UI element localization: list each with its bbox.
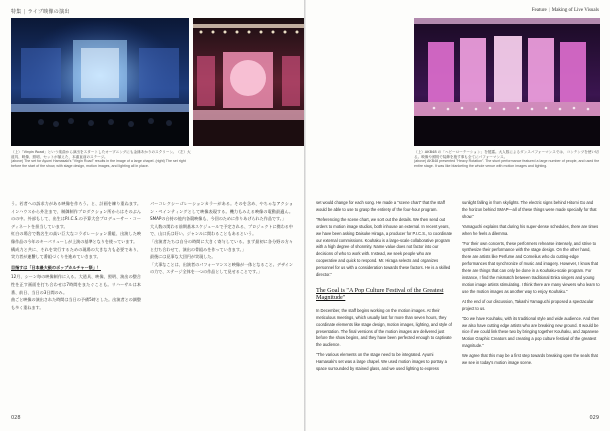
photo-pink-stage <box>193 18 304 146</box>
left-photo-caption <box>11 150 191 168</box>
left-running-header <box>11 8 70 15</box>
header-title: ライブ映像の演出 <box>27 9 70 15</box>
body-paragraph: At the end of our discussion, Takashi Yamaguchi proposed a spectacular project to us. <box>462 298 594 311</box>
body-paragraph: 構成力と共に、それを実行するための現場の大きな力も必要であり、実力者が連繋して番組づくりを進めていきます。 <box>11 246 141 260</box>
body-paragraph: 曲ごと映像の演出された時間は当日の予備5時とした。出演者との調整も多く重ねます。 <box>11 297 141 310</box>
header-separator: | <box>23 9 26 15</box>
section-heading: The Goal is "A Pop Culture Festival of the Greatest Magnitude" <box>316 286 444 302</box>
photo-virgin-road-stage <box>11 18 189 146</box>
caption-english: (above) The set for Ayumi Hamasaki's "Virgin Road" results in the image of a large chapel. (right) The set right before the start of the show, with stage design, motion images, and lighting all in place. <box>11 159 186 168</box>
caption-japanese: （上）AKB48 の「ヘビーローテーション」を披露。大人数によるダンスパフォーマンスでは、コンテンツを使い切る。映像や照明で装飾を施す事も全てにパフォーマンス。 <box>414 150 599 159</box>
section-heading: 目指すは「日本最大級のポップカルチャー祭」！ <box>11 264 101 270</box>
body-paragraph: set would change for each song. He made a "scene chart" that the staff would be able to use to grasp the entirety of the four-hour program. <box>316 200 445 212</box>
body-paragraph: We agree that this may be a first step towards breaking open the seals that we see in today's motion image scene. <box>462 353 598 366</box>
body-paragraph: 「出演者たちは自分の時間に大きく寄与している。まず最初に各分野の方々と打ち合わせて、演出の骨組みを作っていきます。」 <box>150 238 293 252</box>
right-page-number: 029 <box>589 415 599 421</box>
body-paragraph: Yamaguchi explains that during his super-dense schedules, there are times when he feels a dilemma. <box>462 223 599 236</box>
body-paragraph: パーコレクシーゴレーションカラーがある。そのを含め、やちゃなアクション・ペインティングとして映像表現する。機力もみえる映像の電動最適ん。SMAPの台持の他内各競映像も、今回のために作りあげられた作品です。」 <box>150 201 293 222</box>
body-paragraph: "The various elements on the stage need to be integrated. Ayumi Hamasaki's set was a large chapel. We used motion images to portray a space surrounded by stained glass, and we used lighting to express <box>316 352 447 372</box>
caption-japanese: （上）「Virgin Road」という楽曲から演出をスタートしたオープニングにも金縁あかりのスクリーン。（左）大道具、映像、照明、セットが揃えた、本番直前のステージ。 <box>11 150 191 159</box>
header-separator: | <box>548 8 550 13</box>
header-tag: 特集 <box>11 9 22 15</box>
body-paragraph: "For their own concerts, these performers rehearse intensely, and strive to synthesize their performance with the stage design. On the other hand, there are artists like Perfume and Cornelius who do cutting-edge performances that synchronize of music and imagery. However, I know that there are things that can only be done in a Kouhaku-scale program. For instance, I find the mismatch between traditional Enka singers and young motion image artists stimulating. I think there are many viewers who learn to use the motion images as another way to enjoy Kouhaku." <box>462 240 600 294</box>
body-paragraph: 最後には見事な大団円が実現した。 <box>150 254 216 260</box>
body-paragraph: "Referencing the scene chart, we sort out the details. We then send out orders to motion image studios, both inhouse an external. In recent years, we have been asking Daisuke Hiraga, a producer for P.I.C.S., to coordinate our external commissions. Kouhaku is a large-scale collaborative program with a high degree of shonmity. Name value does not factor into our decisions of who to work with. Instead, we seek people who are cooperative and quick to respond. Mr. Hiraga selects and organizes personnel for us with a consideration towards these factors. He is a skilled director." <box>316 216 453 278</box>
body-paragraph: 「大事なことは、出演者のパフォーマンスと映像が一体となること。デザインの力で、ステージ全体を一つの作品として見せることです。」 <box>150 261 293 275</box>
left-page-number: 028 <box>11 415 21 421</box>
body-paragraph: う。若者への訴求力がある映像を作ろう。と、計画を練り重ねます。インハウスから外注まで、制御制作プロダクション所からはそのぶんのの中。外部もして、出生はP.I.C.S.の予算大会プロデューサー・コーディネートを担当しています。 <box>11 201 141 229</box>
caption-english: (above) AKB48 presented "Heavy Rotation". The stunt performance featured a large number of people, and used the entire stage. It was like blanketing the whole venue with motion images and lighting. <box>414 159 600 168</box>
header-section: Feature <box>531 8 547 13</box>
body-paragraph: sunlight falling in from skylights. The electric signs behind Hitomi Go and the horizon behind SMAP—all of these things were made specially for that show." <box>462 200 597 219</box>
header-title: Making of Live Visuals <box>551 8 599 13</box>
right-page <box>306 0 610 431</box>
right-text-column-1 <box>316 200 453 408</box>
right-photo-caption <box>414 150 600 168</box>
left-text-column-2 <box>150 200 293 405</box>
body-paragraph: In December, the staff begins working on the motion images. At their meticulous meetings, which usually last for more than seven hours, they coordinate elements like stage design, motion images, lighting, and style of presentation. The final versions of the motion images are delivered just before the show begins, and they have been perfected enough to captivate the audience. <box>316 307 452 348</box>
right-running-header <box>532 8 599 13</box>
body-paragraph: 12月、シーン毎の映像制作に入る。大道具、映像、照明、演出の整合性を正す画面を打ち合わせは7時間をまたぐことも。リハーサルは本番、前日、当日の3日間のみ。 <box>11 274 141 295</box>
photo-akb48-stage <box>414 18 600 146</box>
body-paragraph: 大人数の関わる前期基本スケジュールで予定される、プロジェクトに携わる中で、山口氏は好い。ジャンルに関わることもあるという。 <box>150 223 293 237</box>
left-page <box>0 0 304 431</box>
left-text-column-1 <box>11 200 141 405</box>
body-paragraph: 紅白の場合で数名生の高い巨大なコラボレーション番組、出演した映像作品の今年のキーパリューしが上演の基準となりを使っています。 <box>11 231 141 244</box>
body-paragraph: "Do we have Kouhaku, with its traditional style and wide audience. And then we also have cutting edge artists who are breaking new ground. It would be nice if we could link these two by bringing together Kouhaku, and Japanese Motion Graphic Creators and creating a pop culture festival of the greatest magnitude." <box>462 315 600 349</box>
right-text-column-2 <box>462 200 600 408</box>
